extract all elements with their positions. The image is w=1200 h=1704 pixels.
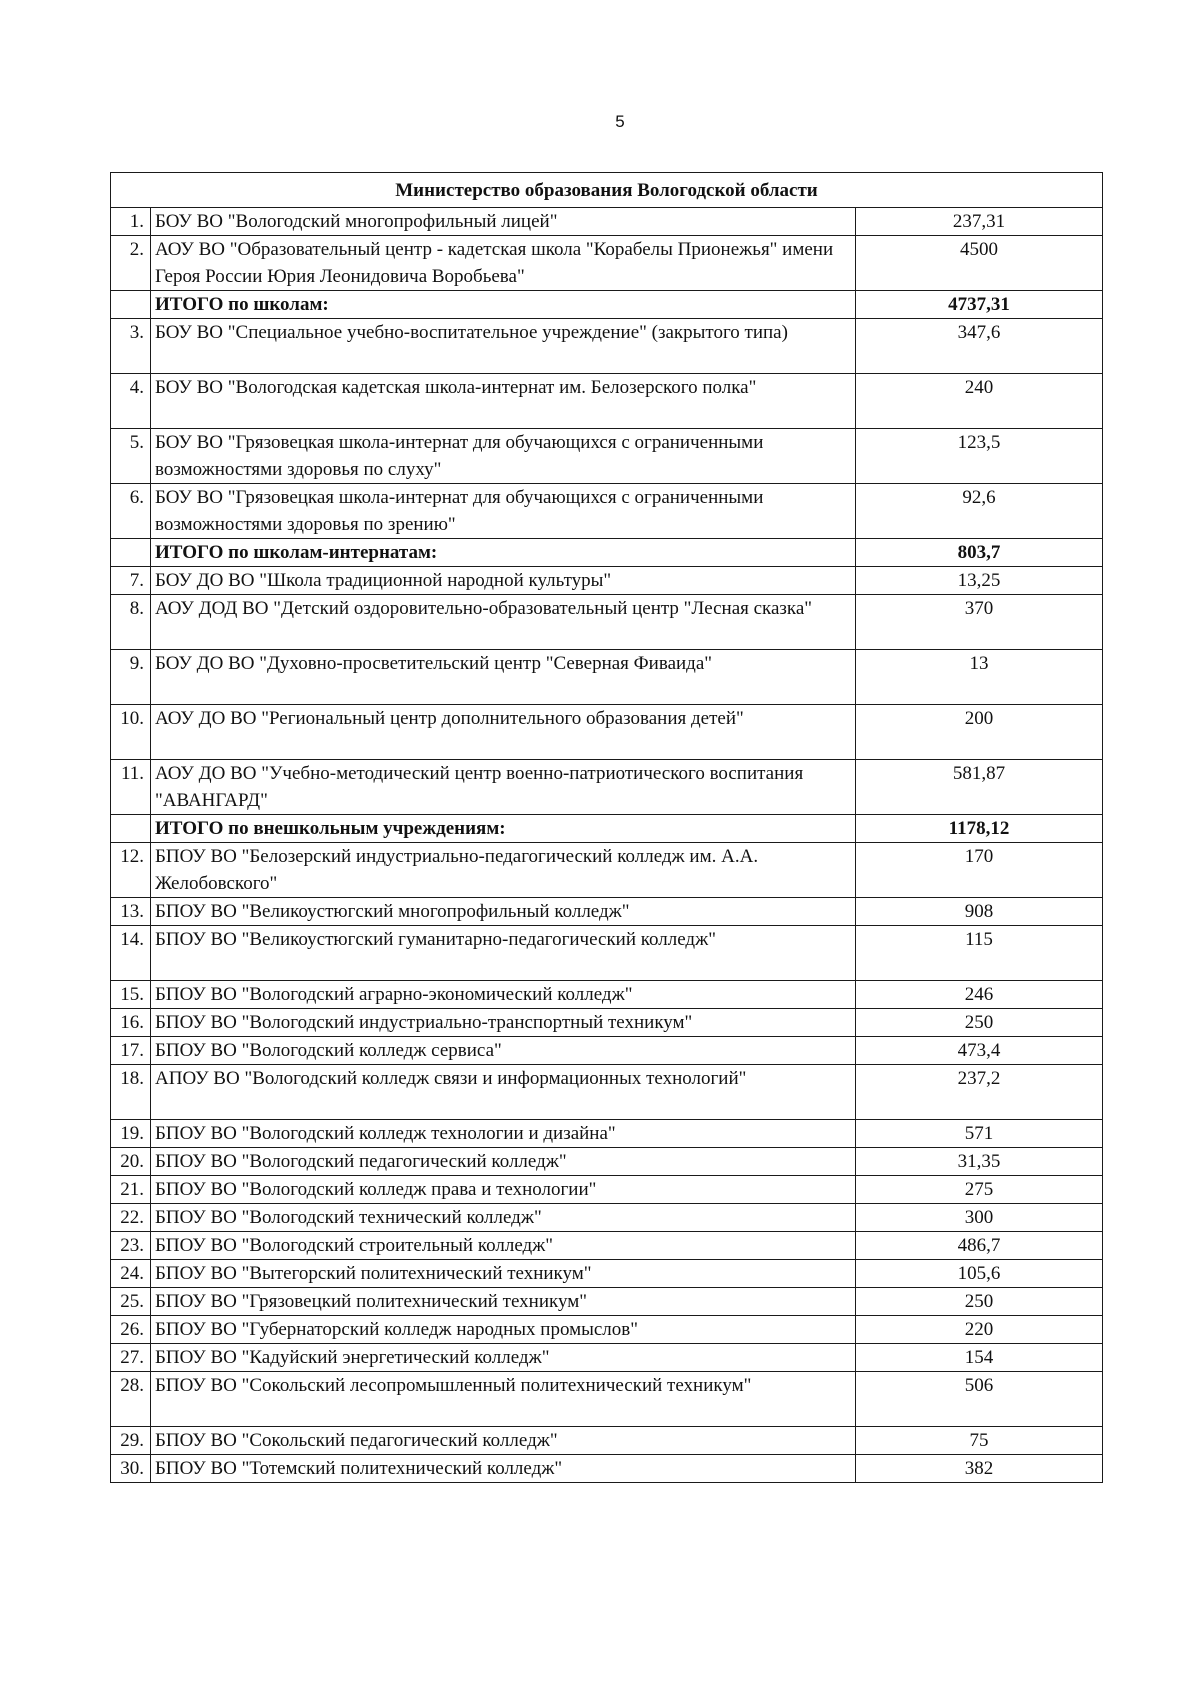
table-row	[111, 1120, 1103, 1148]
amount-value: 92,6	[856, 484, 1103, 539]
row-number: 18.	[111, 1065, 151, 1120]
amount-value: 473,4	[856, 1037, 1103, 1065]
amount-value: 154	[856, 1344, 1103, 1372]
total-value: 803,7	[856, 539, 1103, 567]
row-number: 21.	[111, 1176, 151, 1204]
table-row	[111, 843, 1103, 898]
amount-value: 486,7	[856, 1232, 1103, 1260]
total-label: ИТОГО по внешкольным учреждениям:	[151, 815, 856, 843]
institution-name: БПОУ ВО "Белозерский индустриально-педагогический колледж им. А.А. Желобовского"	[151, 843, 856, 898]
total-label: ИТОГО по школам-интернатам:	[151, 539, 856, 567]
row-number: 14.	[111, 926, 151, 981]
amount-value: 347,6	[856, 319, 1103, 374]
table-row	[111, 1176, 1103, 1204]
table-row	[111, 1037, 1103, 1065]
row-number: 29.	[111, 1427, 151, 1455]
table-row	[111, 595, 1103, 650]
budget-table	[110, 172, 1103, 1483]
institution-name: АОУ ДОД ВО "Детский оздоровительно-образовательный центр "Лесная сказка"	[151, 595, 856, 650]
row-number: 11.	[111, 760, 151, 815]
amount-value: 370	[856, 595, 1103, 650]
row-number: 17.	[111, 1037, 151, 1065]
table-row	[111, 1148, 1103, 1176]
amount-value: 13,25	[856, 567, 1103, 595]
institution-name: АОУ ДО ВО "Учебно-методический центр военно-патриотического воспитания "АВАНГАРД"	[151, 760, 856, 815]
table-row	[111, 1232, 1103, 1260]
institution-name: БПОУ ВО "Вологодский аграрно-экономический колледж"	[151, 981, 856, 1009]
table-row	[111, 1427, 1103, 1455]
amount-value: 105,6	[856, 1260, 1103, 1288]
institution-name: БОУ ВО "Вологодский многопрофильный лицей"	[151, 208, 856, 236]
amount-value: 250	[856, 1288, 1103, 1316]
institution-name: БПОУ ВО "Вологодский индустриально-транспортный техникум"	[151, 1009, 856, 1037]
table-row	[111, 1316, 1103, 1344]
institution-name: АОУ ДО ВО "Региональный центр дополнительного образования детей"	[151, 705, 856, 760]
row-number: 4.	[111, 374, 151, 429]
table-row	[111, 926, 1103, 981]
amount-value: 115	[856, 926, 1103, 981]
row-number: 1.	[111, 208, 151, 236]
table-row	[111, 1455, 1103, 1483]
row-number: 6.	[111, 484, 151, 539]
row-number: 9.	[111, 650, 151, 705]
row-number: 20.	[111, 1148, 151, 1176]
amount-value: 506	[856, 1372, 1103, 1427]
total-value: 1178,12	[856, 815, 1103, 843]
institution-name: БПОУ ВО "Вологодский строительный колледж"	[151, 1232, 856, 1260]
row-number: 24.	[111, 1260, 151, 1288]
amount-value: 908	[856, 898, 1103, 926]
table-row	[111, 1372, 1103, 1427]
total-value: 4737,31	[856, 291, 1103, 319]
table-row	[111, 374, 1103, 429]
table-body	[111, 173, 1103, 1483]
amount-value: 382	[856, 1455, 1103, 1483]
table-row	[111, 981, 1103, 1009]
institution-name: АПОУ ВО "Вологодский колледж связи и информационных технологий"	[151, 1065, 856, 1120]
table-header: Министерство образования Вологодской области	[111, 173, 1103, 208]
institution-name: БПОУ ВО "Вытегорский политехнический техникум"	[151, 1260, 856, 1288]
institution-name: БОУ ВО "Грязовецкая школа-интернат для обучающихся с ограниченными возможностями здоровья по слуху"	[151, 429, 856, 484]
amount-value: 250	[856, 1009, 1103, 1037]
institution-name: БОУ ДО ВО "Школа традиционной народной культуры"	[151, 567, 856, 595]
institution-name: БПОУ ВО "Сокольский лесопромышленный политехнический техникум"	[151, 1372, 856, 1427]
table-row	[111, 236, 1103, 291]
row-number: 27.	[111, 1344, 151, 1372]
institution-name: БПОУ ВО "Тотемский политехнический колледж"	[151, 1455, 856, 1483]
institution-name: БПОУ ВО "Вологодский технический колледж"	[151, 1204, 856, 1232]
amount-value: 4500	[856, 236, 1103, 291]
table-row	[111, 898, 1103, 926]
page-number: 5	[615, 112, 625, 131]
total-row	[111, 815, 1103, 843]
institution-name: БОУ ВО "Вологодская кадетская школа-интернат им. Белозерского полка"	[151, 374, 856, 429]
total-row	[111, 291, 1103, 319]
amount-value: 13	[856, 650, 1103, 705]
table-row	[111, 484, 1103, 539]
amount-value: 220	[856, 1316, 1103, 1344]
table-row	[111, 760, 1103, 815]
amount-value: 123,5	[856, 429, 1103, 484]
institution-name: БПОУ ВО "Кадуйский энергетический колледж"	[151, 1344, 856, 1372]
amount-value: 581,87	[856, 760, 1103, 815]
total-label: ИТОГО по школам:	[151, 291, 856, 319]
institution-name: БОУ ВО "Грязовецкая школа-интернат для обучающихся с ограниченными возможностями здоровья по зрению"	[151, 484, 856, 539]
row-number: 16.	[111, 1009, 151, 1037]
table-row	[111, 429, 1103, 484]
total-row	[111, 539, 1103, 567]
row-number: 28.	[111, 1372, 151, 1427]
institution-name: БОУ ДО ВО "Духовно-просветительский центр "Северная Фиваида"	[151, 650, 856, 705]
row-number	[111, 291, 151, 319]
amount-value: 237,31	[856, 208, 1103, 236]
row-number: 19.	[111, 1120, 151, 1148]
amount-value: 246	[856, 981, 1103, 1009]
amount-value: 275	[856, 1176, 1103, 1204]
table-row	[111, 1009, 1103, 1037]
institution-name: БПОУ ВО "Губернаторский колледж народных промыслов"	[151, 1316, 856, 1344]
table-row	[111, 208, 1103, 236]
institution-name: БПОУ ВО "Вологодский педагогический колледж"	[151, 1148, 856, 1176]
table-row	[111, 1260, 1103, 1288]
table-row	[111, 567, 1103, 595]
table-row	[111, 1065, 1103, 1120]
institution-name: БПОУ ВО "Великоустюгский гуманитарно-педагогический колледж"	[151, 926, 856, 981]
amount-value: 237,2	[856, 1065, 1103, 1120]
table-row	[111, 1344, 1103, 1372]
amount-value: 240	[856, 374, 1103, 429]
row-number: 22.	[111, 1204, 151, 1232]
row-number	[111, 815, 151, 843]
institution-name: БОУ ВО "Специальное учебно-воспитательное учреждение" (закрытого типа)	[151, 319, 856, 374]
row-number: 2.	[111, 236, 151, 291]
row-number: 13.	[111, 898, 151, 926]
table-row	[111, 1204, 1103, 1232]
institution-name: БПОУ ВО "Вологодский колледж сервиса"	[151, 1037, 856, 1065]
amount-value: 300	[856, 1204, 1103, 1232]
institution-name: БПОУ ВО "Великоустюгский многопрофильный колледж"	[151, 898, 856, 926]
amount-value: 31,35	[856, 1148, 1103, 1176]
row-number: 8.	[111, 595, 151, 650]
row-number: 23.	[111, 1232, 151, 1260]
row-number: 7.	[111, 567, 151, 595]
institution-name: БПОУ ВО "Вологодский колледж права и технологии"	[151, 1176, 856, 1204]
table-row	[111, 705, 1103, 760]
institution-name: БПОУ ВО "Грязовецкий политехнический техникум"	[151, 1288, 856, 1316]
row-number: 15.	[111, 981, 151, 1009]
institution-name: БПОУ ВО "Вологодский колледж технологии и дизайна"	[151, 1120, 856, 1148]
table-row	[111, 650, 1103, 705]
institution-name: БПОУ ВО "Сокольский педагогический колледж"	[151, 1427, 856, 1455]
amount-value: 170	[856, 843, 1103, 898]
table-row	[111, 1288, 1103, 1316]
row-number: 26.	[111, 1316, 151, 1344]
row-number	[111, 539, 151, 567]
row-number: 30.	[111, 1455, 151, 1483]
row-number: 25.	[111, 1288, 151, 1316]
amount-value: 200	[856, 705, 1103, 760]
table-header-row	[111, 173, 1103, 208]
table-row	[111, 319, 1103, 374]
row-number: 12.	[111, 843, 151, 898]
row-number: 10.	[111, 705, 151, 760]
amount-value: 75	[856, 1427, 1103, 1455]
amount-value: 571	[856, 1120, 1103, 1148]
row-number: 3.	[111, 319, 151, 374]
row-number: 5.	[111, 429, 151, 484]
institution-name: АОУ ВО "Образовательный центр - кадетская школа "Корабелы Прионежья" имени Героя России Юрия Леонидовича Воробьева"	[151, 236, 856, 291]
